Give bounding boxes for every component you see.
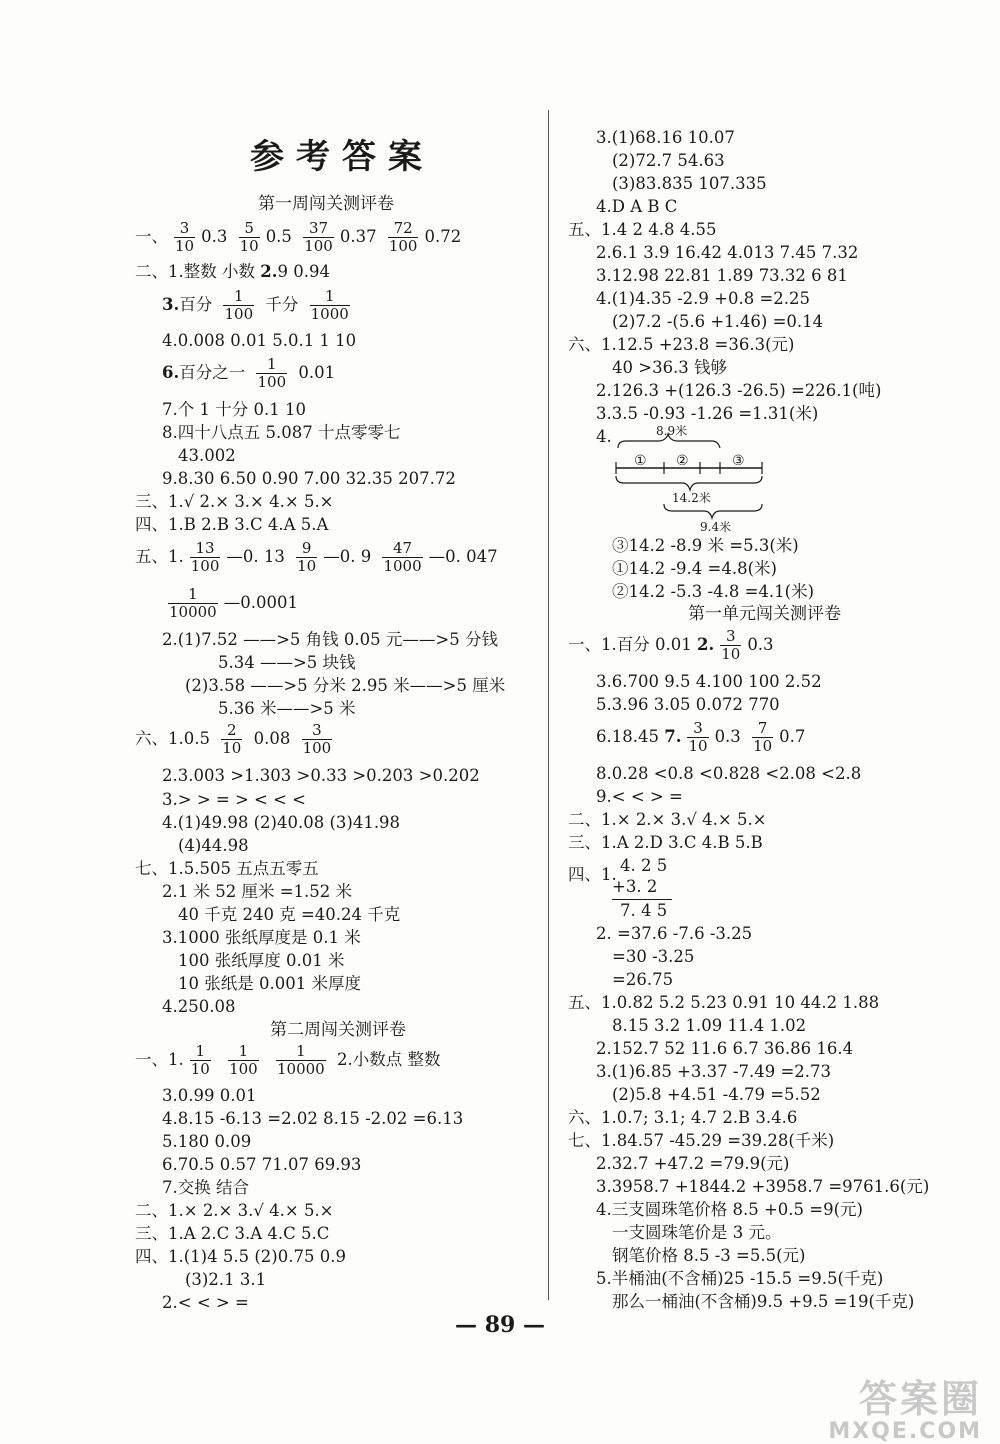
answer-line: 2.< < > = — [162, 1293, 249, 1312]
answer-line: 那么一桶油(不含桶)9.5 +9.5 =19(千克) — [612, 1292, 915, 1311]
circled-1: ① — [634, 453, 647, 469]
answer-line: 5.36 米——>5 米 — [218, 699, 356, 718]
answer-line: 4.8.15 -6.13 =2.02 8.15 -2.02 =6.13 — [162, 1109, 464, 1128]
answer-line: 3.(1)6.85 +3.37 -7.49 =2.73 — [596, 1062, 832, 1081]
answer-line: 3.(1)68.16 10.07 — [596, 128, 735, 147]
answer-line: 四、1.(1)4 5.5 (2)0.75 0.9 — [135, 1247, 346, 1266]
answer-line: 七、1.5.505 五点五零五 — [135, 859, 319, 878]
answer-line: =26.75 — [612, 970, 674, 989]
answer-line: 9.< < > = — [596, 787, 683, 806]
answer-line: 3.3958.7 +1844.2 +3958.7 =9761.6(元) — [596, 1177, 930, 1196]
segment-diagram-svg — [612, 424, 782, 534]
answer-line: (4)44.98 — [178, 836, 249, 855]
answer-line: 10 张纸是 0.001 米厚度 — [178, 974, 361, 993]
answer-line: (3)83.835 107.335 — [612, 174, 767, 193]
column-divider — [548, 110, 549, 1300]
answer-line: 6.70.5 0.57 71.07 69.93 — [162, 1155, 362, 1174]
watermark-site: MXQE.COM — [828, 1419, 982, 1444]
answer-line: 9.8.30 6.50 0.90 7.00 32.35 207.72 — [162, 469, 456, 488]
answer-line: 4.三支圆珠笔价格 8.5 +0.5 =9(元) — [596, 1200, 863, 1219]
answer-line: 2.126.3 +(126.3 -26.5) =226.1(吨) — [596, 381, 882, 400]
answer-line: 2.32.7 +47.2 =79.9(元) — [596, 1154, 790, 1173]
answer-line: 4.250.08 — [162, 997, 236, 1016]
circled-3: ③ — [732, 453, 745, 469]
answer-line: 5.3.96 3.05 0.072 770 — [596, 695, 780, 714]
answer-line: 2.3.003 >1.303 >0.33 >0.203 >0.202 — [162, 766, 480, 785]
answer-line: 3.百分 $\frac{1}{100}$ 千分 $\frac{1}{1000}$ — [162, 287, 349, 323]
page-number: — 89 — — [455, 1312, 545, 1338]
answer-line: 三、1.A 2.D 3.C 4.B 5.B — [568, 833, 763, 852]
answer-line: 三、1.√ 2.× 3.× 4.× 5.× — [135, 492, 334, 511]
answer-line: 二、1.× 2.× 3.√ 4.× 5.× — [568, 810, 767, 829]
answer-line: 3.1000 张纸厚度是 0.1 米 — [162, 928, 361, 947]
answer-line: 3.> > = > < < < — [162, 790, 306, 809]
answer-line: 七、1.84.57 -45.29 =39.28(千米) — [568, 1131, 835, 1150]
answer-line: 6.百分之一 $\frac{1}{100}$ 0.01 — [162, 355, 336, 391]
segment-diagram — [612, 424, 782, 534]
answer-line: 三、1.A 2.C 3.A 4.C 5.C — [135, 1224, 330, 1243]
answer-line: 2.(1)7.52 ——>5 角钱 0.05 元——>5 分钱 — [162, 630, 498, 649]
answer-line: 一支圆珠笔价是 3 元。 — [612, 1223, 782, 1242]
answer-line: 五、1. $\frac{13}{100}$ —0. 13 $\frac{9}{10}$ —0. 9 $\frac{47}{1000}$ —0. 047 — [135, 539, 498, 575]
answer-line: 2.1 米 52 厘米 =1.52 米 — [162, 882, 353, 901]
answer-line: 3.0.99 0.01 — [162, 1086, 257, 1105]
answer-line: 5.180 0.09 — [162, 1132, 252, 1151]
answer-line: 8.0.28 <0.8 <0.828 <2.08 <2.8 — [596, 764, 862, 783]
answer-line: ①14.2 -9.4 =4.8(米) — [612, 559, 777, 578]
answer-line: =30 -3.25 — [612, 947, 695, 966]
answer-line: 六、1.12.5 +23.8 =36.3(元) — [568, 335, 795, 354]
answer-line: (2)5.8 +4.51 -4.79 =5.52 — [612, 1085, 821, 1104]
answer-line: 四、1. — [568, 865, 617, 884]
answer-line: 4.0.008 0.01 5.0.1 1 10 — [162, 331, 357, 350]
answer-line: 二、1.× 2.× 3.√ 4.× 5.× — [135, 1201, 334, 1220]
answer-line: (2)72.7 54.63 — [612, 151, 725, 170]
vertical-sum-row3: 7. 4 5 — [620, 901, 668, 920]
answer-line: 7.交换 结合 — [162, 1178, 249, 1197]
answer-line: 3.3.5 -0.93 -1.26 =1.31(米) — [596, 404, 819, 423]
answer-line: 五、1.4 2 4.8 4.55 — [568, 220, 717, 239]
label-8-9m: 8.9米 — [656, 424, 688, 438]
answer-line: 5.半桶油(不含桶)25 -15.5 =9.5(千克) — [596, 1269, 884, 1288]
answer-line: (2)7.2 -(5.6 +1.46) =0.14 — [612, 312, 824, 331]
vertical-sum-row1: 4. 2 5 — [620, 856, 668, 875]
label-14-2m: 14.2米 — [672, 491, 711, 505]
answer-line: 8.15 3.2 1.09 11.4 1.02 — [612, 1016, 807, 1035]
answer-line: 5.34 ——>5 块钱 — [218, 653, 356, 672]
answer-line: 6.18.45 7. $\frac{3}{10}$ 0.3 $\frac{7}{10}$ 0.7 — [596, 719, 806, 755]
answer-line: 4.(1)49.98 (2)40.08 (3)41.98 — [162, 813, 401, 832]
answer-line: 4.(1)4.35 -2.9 +0.8 =2.25 — [596, 289, 811, 308]
answer-line: ③14.2 -8.9 米 =5.3(米) — [612, 536, 799, 555]
answer-line: 一、1. $\frac{1}{10}$ $\frac{1}{100}$ $\frac{1}{10000}$ 2.小数点 整数 — [135, 1042, 441, 1078]
answer-line: 五、1.0.82 5.2 5.23 0.91 10 44.2 1.88 — [568, 993, 880, 1012]
answer-line: 40 千克 240 克 =40.24 千克 — [178, 905, 401, 924]
answer-line: 3.6.700 9.5 4.100 100 2.52 — [596, 672, 822, 691]
answer-line: $\frac{1}{10000}$ —0.0001 — [169, 585, 298, 621]
answer-line: 43.002 — [178, 446, 236, 465]
answer-line: 7.个 1 十分 0.1 10 — [162, 400, 306, 419]
answer-line: 4. — [596, 427, 612, 446]
answer-line: 2.152.7 52 11.6 6.7 36.86 16.4 — [596, 1039, 854, 1058]
section-heading-week1: 第一周闯关测评卷 — [258, 194, 394, 214]
label-9-4m: 9.4米 — [700, 520, 732, 534]
answer-line: 一、1.百分 0.01 2. $\frac{3}{10}$ 0.3 — [568, 627, 774, 663]
answer-line: 40 >36.3 钱够 — [612, 358, 728, 377]
answer-line: 六、1.0.7; 3.1; 4.7 2.B 3.4.6 — [568, 1108, 798, 1127]
answer-line: 四、1.B 2.B 3.C 4.A 5.A — [135, 515, 329, 534]
answer-line: (2)3.58 ——>5 分米 2.95 米——>5 厘米 — [185, 676, 506, 695]
circled-2: ② — [676, 453, 689, 469]
vertical-sum-row2: +3. 2 — [612, 877, 658, 896]
sum-line — [612, 899, 672, 900]
answer-line: (3)2.1 3.1 — [185, 1270, 267, 1289]
answer-line: 钢笔价格 8.5 -3 =5.5(元) — [612, 1246, 806, 1265]
answer-line: 一、 $\frac{3}{10}$ 0.3 $\frac{5}{10}$ 0.5 $\frac{37}{100}$ 0.37 $\frac{72}{100}$ 0.72 — [135, 219, 462, 255]
page-title: 参考答案 — [250, 137, 434, 177]
answer-line: 二、1.整数 小数 2.9 0.94 — [135, 262, 330, 281]
answer-line: 2. =37.6 -7.6 -3.25 — [596, 924, 753, 943]
answer-line: 3.12.98 22.81 1.89 73.32 6 81 — [596, 266, 848, 285]
answer-line: ②14.2 -5.3 -4.8 =4.1(米) — [612, 582, 815, 601]
answer-line: 8.四十八点五 5.087 十点零零七 — [162, 423, 401, 442]
answer-line: 2.6.1 3.9 16.42 4.013 7.45 7.32 — [596, 243, 859, 262]
section-heading-week2: 第二周闯关测评卷 — [270, 1020, 406, 1040]
section-heading-unit1: 第一单元闯关测评卷 — [688, 604, 841, 624]
answer-line: 六、1.0.5 $\frac{2}{10}$ 0.08 $\frac{3}{100}$ — [135, 721, 332, 757]
answer-line: 4.D A B C — [596, 197, 678, 216]
answer-line: 100 张纸厚度 0.01 米 — [178, 951, 345, 970]
watermark-logo: 答案圈 — [858, 1377, 982, 1421]
